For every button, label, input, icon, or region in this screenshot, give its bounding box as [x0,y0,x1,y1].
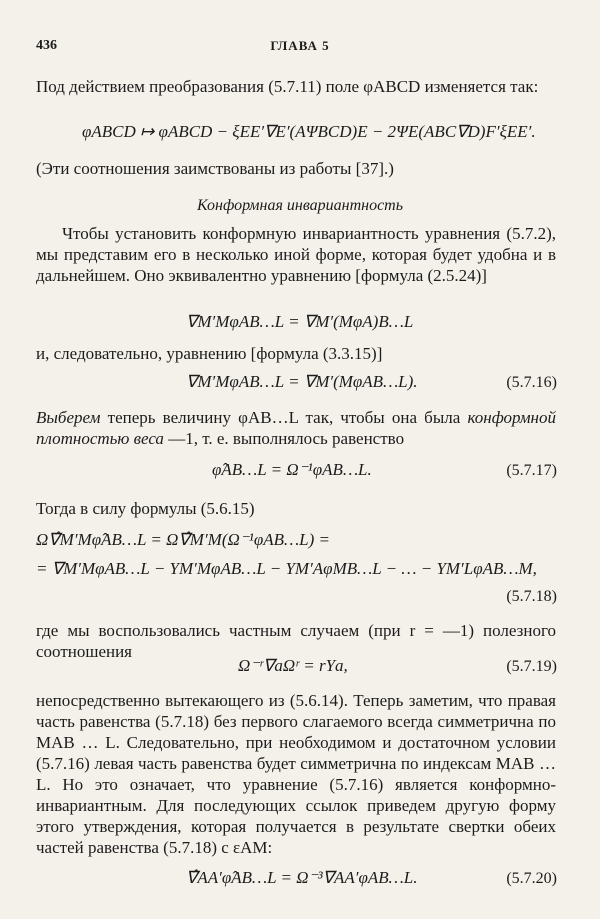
formula-transformation: φABCD ↦ φABCD − ξEE′∇E′(AΨBCD)E − 2ΨE(ABC∇D)F′ξEE′. [82,122,536,141]
chapter-title: ГЛАВА 5 [270,38,330,53]
formula-5-7-19: Ω⁻ʳ∇aΩʳ = rΥa, [238,656,348,675]
equation-number: (5.7.18) [506,588,557,605]
formula-5-7-18-line-1: Ω∇̂M′Mφ̂AB…L = Ω∇̂M′M(Ω⁻¹φAB…L) = [36,530,330,549]
paragraph-3: Чтобы установить конформную инвариантность уравнения (5.7.2), мы представим его в несколько иной форме, которая будет удобна и в дальнейшем. Оно эквивалентно уравнению [формула (2.5.24)] [36,224,556,285]
text-fragment: теперь величину φAB…L так, чтобы она была [100,408,468,427]
equation-number: (5.7.19) [506,658,557,675]
page-number: 436 [36,38,57,53]
paragraph-8: непосредственно вытекающего из (5.6.14). Теперь заметим, что правая часть равенства (5.7.18) без первого слагаемого всегда симметрична по MAB … L. Следовательно, при необходимом и достаточном условии (5.7.16) левая часть равенства будет симметрична по индексам MAB … L. Но это означает, что уравнение (5.7.16) является конформно-инвариантным. Для последующих ссылок приведем другую форму этого утверждения, которая получается в результате свертки обеих частей равенства (5.7.18) с εAM: [36,691,556,857]
paragraph-2: (Эти соотношения заимствованы из работы [37].) [36,159,394,178]
formula-5-7-16: ∇M′MφAB…L = ∇M′(MφAB…L). [186,372,418,391]
paragraph-1: Под действием преобразования (5.7.11) поле φABCD изменяется так: [36,77,539,96]
text-fragment: —1, т. е. выполнялось равенство [163,429,405,448]
equation-number: (5.7.17) [506,462,557,479]
formula-equivalent: ∇M′MφAB…L = ∇M′(MφA)B…L [186,312,414,331]
emphasis-conformal-density: конформной плотностью веса [36,408,556,448]
page-header [36,38,564,58]
formula-5-7-20: ∇̂AA′φ̂AB…L = Ω⁻³∇AA′φAB…L. [186,868,418,887]
paragraph-5 [36,407,556,449]
equation-number: (5.7.16) [506,374,557,391]
equation-number: (5.7.20) [506,870,557,887]
section-heading: Конформная инвариантность [196,197,404,214]
paragraph-7: где мы воспользовались частным случаем (при r = —1) полезного соотношения [36,621,556,661]
formula-5-7-18-line-2: = ∇M′MφAB…L − ΥM′MφAB…L − ΥM′AφMB…L − … − ΥM′LφAB…M, [36,559,537,578]
paragraph-6: Тогда в силу формулы (5.6.15) [36,499,255,518]
emphasis-choose: Выберем [36,408,101,427]
paragraph-4: и, следовательно, уравнению [формула (3.3.15)] [36,344,383,363]
formula-5-7-17: φ̂AB…L = Ω⁻¹φAB…L. [212,460,372,479]
